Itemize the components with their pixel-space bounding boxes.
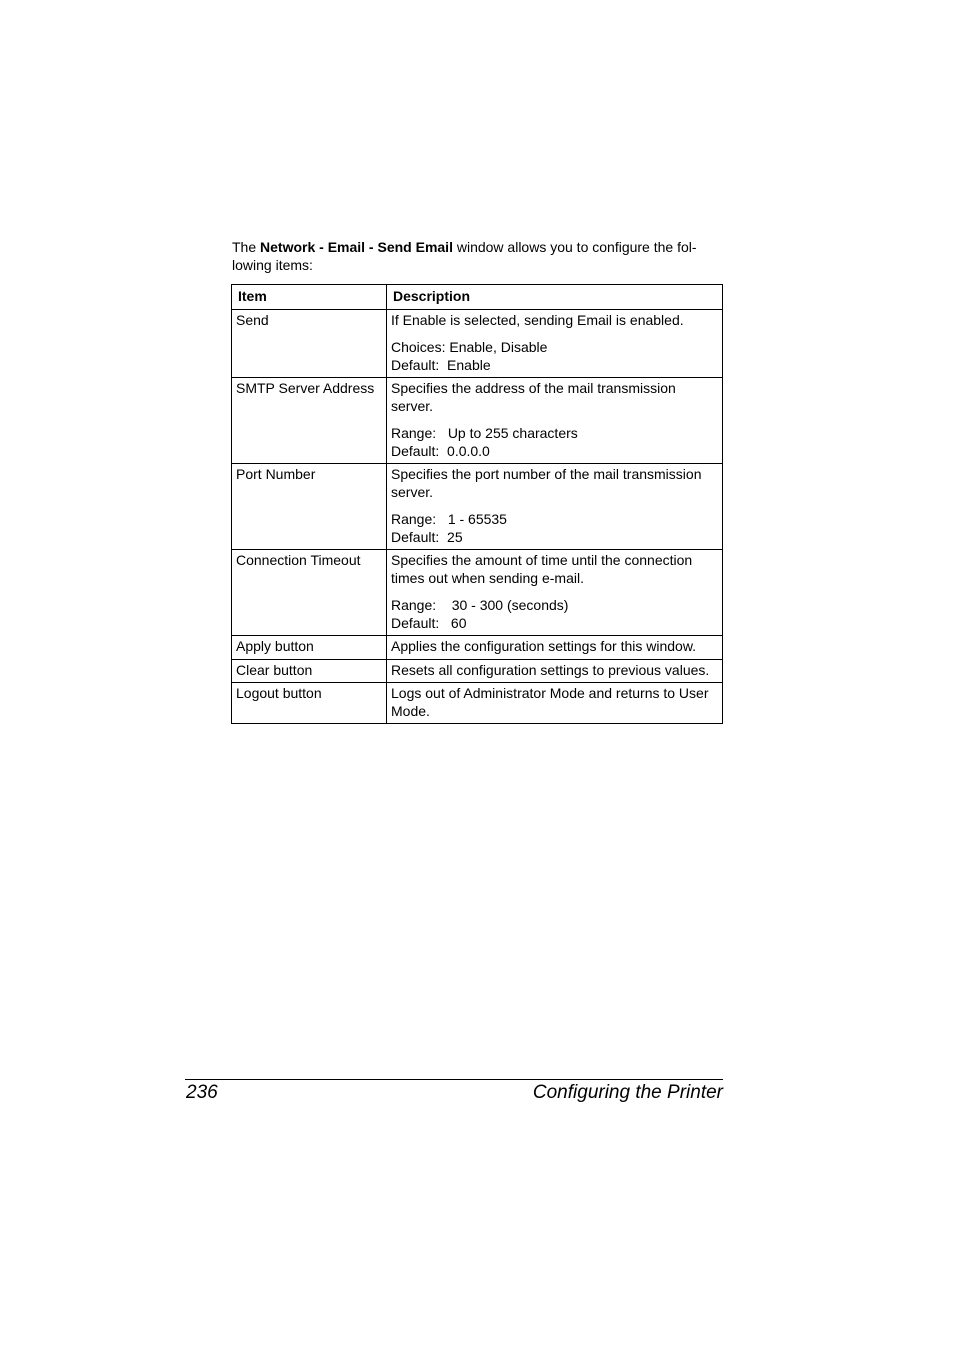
description-cell xyxy=(387,659,723,683)
intro-suffix: window allows you to configure the fol-lowing items: xyxy=(232,239,697,273)
description-text: Applies the configuration settings for this window. xyxy=(391,638,697,654)
item-cell: Connection Timeout xyxy=(232,550,387,636)
header-item: Item xyxy=(232,285,387,310)
description-text: Specifies the amount of time until the connection times out when sending e-mail. xyxy=(391,552,693,586)
intro-paragraph xyxy=(232,238,722,274)
description-text: Specifies the address of the mail transmission server. xyxy=(391,380,676,414)
table-row xyxy=(232,683,723,724)
setting-value-line: Default: Enable xyxy=(391,356,491,373)
intro-prefix: The xyxy=(232,239,261,255)
table-row xyxy=(232,550,723,636)
table-body xyxy=(232,309,723,724)
window-name: Network - Email - Send Email xyxy=(260,239,453,255)
table-row xyxy=(232,309,723,378)
item-cell: Port Number xyxy=(232,464,387,550)
setting-value-line: Choices: Enable, Disable xyxy=(391,339,548,355)
settings-table xyxy=(231,284,723,724)
item-cell: SMTP Server Address xyxy=(232,378,387,464)
table-row xyxy=(232,636,723,660)
description-text: If Enable is selected, sending Email is enabled. xyxy=(391,311,684,328)
description-cell xyxy=(387,464,723,550)
description-spacer xyxy=(391,587,718,597)
description-spacer xyxy=(391,501,718,511)
description-cell xyxy=(387,309,723,378)
item-cell: Send xyxy=(232,309,387,378)
description-cell xyxy=(387,550,723,636)
description-text: Specifies the port number of the mail transmission server. xyxy=(391,466,702,500)
header-description: Description xyxy=(387,285,723,310)
setting-value-line: Default: 60 xyxy=(391,614,467,631)
description-spacer xyxy=(391,415,718,425)
item-cell: Apply button xyxy=(232,636,387,660)
description-cell xyxy=(387,683,723,724)
description-cell xyxy=(387,378,723,464)
footer-rule xyxy=(185,1079,723,1080)
table-row xyxy=(232,378,723,464)
description-text: Resets all configuration settings to previous values. xyxy=(391,661,710,678)
chapter-title: Configuring the Printer xyxy=(532,1082,723,1103)
setting-value-line: Range: Up to 255 characters xyxy=(391,425,578,441)
setting-value-line: Default: 0.0.0.0 xyxy=(391,442,490,459)
page-number: 236 xyxy=(186,1082,218,1103)
table-header-row xyxy=(232,285,723,310)
setting-value-line: Range: 30 - 300 (seconds) xyxy=(391,597,569,613)
description-text: Logs out of Administrator Mode and returns to User Mode. xyxy=(391,685,709,719)
setting-value-line: Range: 1 - 65535 xyxy=(391,511,507,527)
item-cell: Clear button xyxy=(232,659,387,683)
setting-value-line: Default: 25 xyxy=(391,528,463,545)
item-cell: Logout button xyxy=(232,683,387,724)
table-row xyxy=(232,659,723,683)
description-cell xyxy=(387,636,723,660)
description-spacer xyxy=(391,329,718,339)
table-row xyxy=(232,464,723,550)
